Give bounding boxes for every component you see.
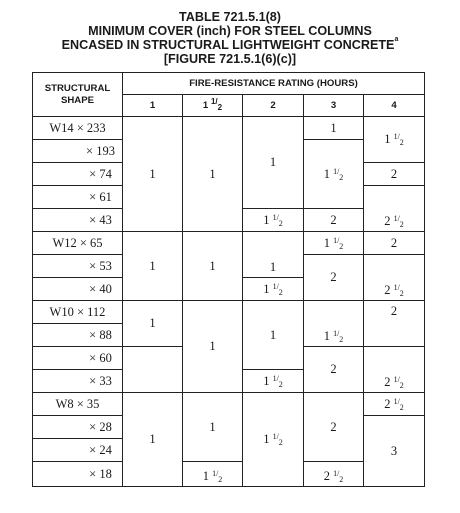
table-row: [33, 117, 425, 140]
value-cell: 1: [123, 117, 183, 232]
shape-cell: × 28: [33, 416, 123, 439]
value-cell: 1: [123, 232, 183, 301]
shape-cell: × 53: [33, 255, 123, 278]
value-cell: 1 $^{1/2}$: [304, 140, 364, 209]
table-row: [33, 393, 425, 416]
value-cell: 1 $^{1/2}$: [243, 393, 304, 487]
value-cell: 1: [243, 232, 304, 278]
shape-cell: × 74: [33, 163, 123, 186]
value-cell: 1 $^{1/2}$: [304, 301, 364, 347]
shape-cell: W10 × 112: [33, 301, 123, 324]
value-cell: 2 $^{1/2}$: [364, 255, 425, 301]
value-cell: 1: [183, 117, 243, 232]
table-title-line-2: MINIMUM COVER (inch) FOR STEEL COLUMNS: [88, 24, 372, 38]
shape-cell: × 61: [33, 186, 123, 209]
value-cell: 2 $^{1/2}$: [364, 186, 425, 232]
value-cell: 1: [243, 301, 304, 370]
value-cell: 1 $^{1/2}$: [243, 278, 304, 301]
shape-cell: × 24: [33, 439, 123, 462]
value-cell: 1: [183, 232, 243, 301]
value-cell: 2: [364, 301, 425, 347]
value-cell: 2: [304, 209, 364, 232]
hour-header-2: 2: [243, 95, 304, 117]
value-cell: 1: [123, 393, 183, 487]
value-cell: 1: [183, 301, 243, 393]
shape-cell: × 43: [33, 209, 123, 232]
table-row: [33, 301, 425, 324]
value-cell: 1 $^{1/2}$: [243, 370, 304, 393]
figure-reference: [FIGURE 721.5.1(6)(c)]: [163, 52, 297, 66]
shape-cell: W8 × 35: [33, 393, 123, 416]
table-title-line-3: ENCASED IN STRUCTURAL LIGHTWEIGHT CONCRETE$^a$: [61, 36, 399, 52]
table-row: [33, 232, 425, 255]
value-cell: 1: [243, 117, 304, 209]
fire-rating-header: FIRE-RESISTANCE RATING (HOURS): [123, 73, 425, 95]
footnote-marker: a: [394, 36, 399, 43]
minimum-cover-table: [32, 72, 425, 487]
value-cell: 1: [183, 393, 243, 462]
value-cell: 2 $^{1/2}$: [304, 462, 364, 487]
table-title-block: [0, 10, 460, 66]
hour-header-4: 4: [364, 95, 425, 117]
value-cell: 2: [304, 255, 364, 301]
value-cell: 1 $^{1/2}$: [243, 209, 304, 232]
shape-cell: × 88: [33, 324, 123, 347]
value-cell: 3: [364, 416, 425, 487]
value-cell: 2 $^{1/2}$: [364, 393, 425, 416]
shape-cell: × 40: [33, 278, 123, 301]
value-cell: 1 $^{1/2}$: [304, 232, 364, 255]
value-cell: 1 $^{1/2}$: [364, 117, 425, 163]
value-cell: 1: [304, 117, 364, 140]
hour-header-1-5: 1 $^{1/2}$: [183, 95, 243, 117]
value-cell: 1: [123, 301, 183, 347]
value-cell: 2: [364, 163, 425, 186]
value-cell: 2: [364, 232, 425, 255]
value-cell-empty: [123, 347, 183, 393]
structural-shape-header: STRUCTURAL SHAPE: [33, 73, 123, 117]
value-cell: 2: [304, 393, 364, 462]
value-cell: 1 $^{1/2}$: [183, 462, 243, 487]
shape-cell: × 193: [33, 140, 123, 163]
shape-cell: × 60: [33, 347, 123, 370]
value-cell: 2 $^{1/2}$: [364, 347, 425, 393]
table-number: TABLE 721.5.1(8): [179, 10, 281, 24]
hour-header-3: 3: [304, 95, 364, 117]
shape-cell: × 33: [33, 370, 123, 393]
shape-cell: × 18: [33, 462, 123, 487]
shape-cell: W12 × 65: [33, 232, 123, 255]
value-cell: 2: [304, 347, 364, 393]
hour-header-1: 1: [123, 95, 183, 117]
shape-cell: W14 × 233: [33, 117, 123, 140]
